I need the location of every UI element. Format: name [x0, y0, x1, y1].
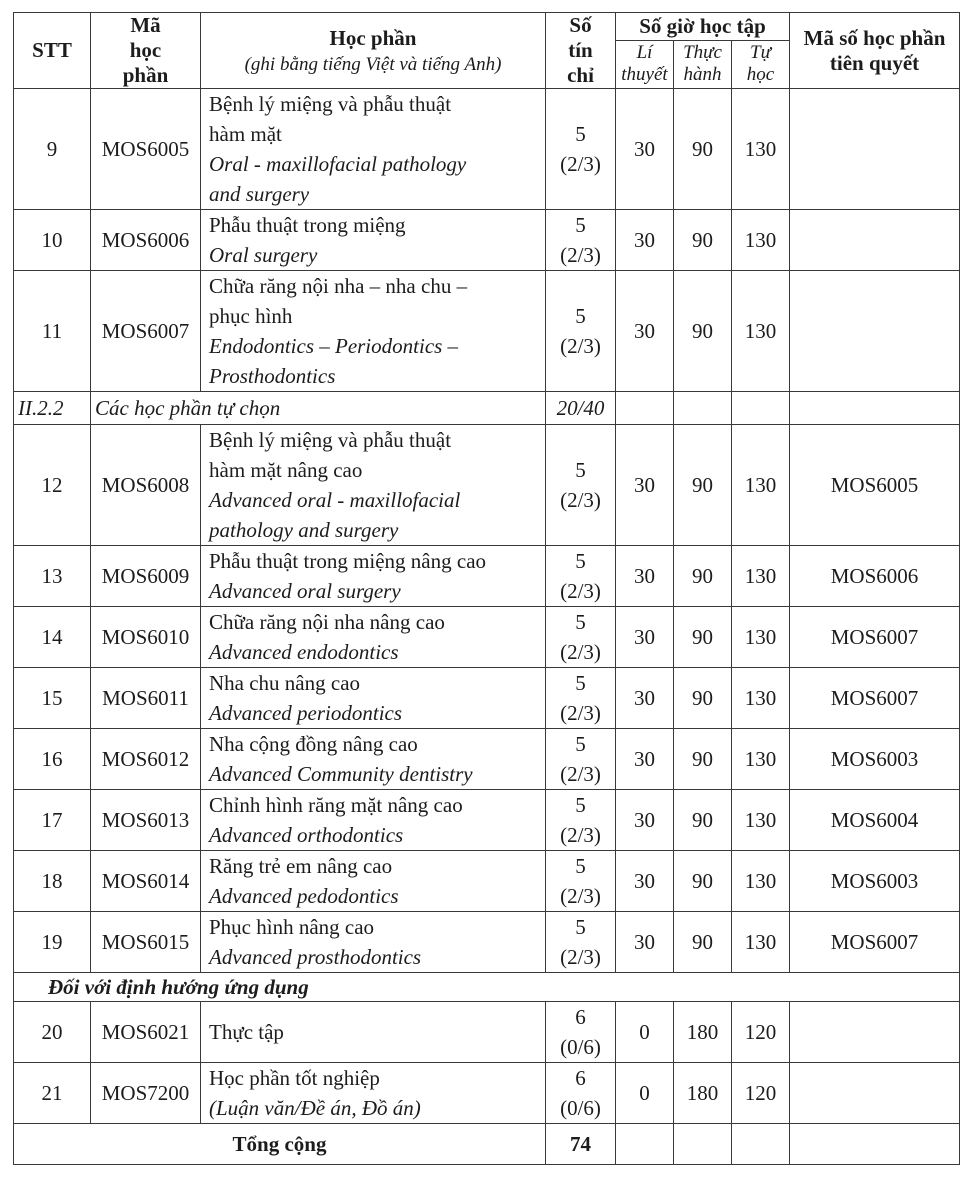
empty-cell [616, 1124, 674, 1165]
col-header-theory: Lí thuyết [616, 40, 674, 88]
course-name-vi: phục hình [209, 304, 293, 328]
course-name-en: Prosthodontics [209, 364, 336, 388]
credits-split: (2/3) [560, 152, 601, 176]
row-stt: 20 [14, 1002, 91, 1063]
row-self-study-hours: 130 [732, 425, 790, 546]
row-course-name [201, 1063, 546, 1124]
row-course-name [201, 790, 546, 851]
header-text: phần [122, 63, 169, 87]
row-prerequisite: MOS6007 [790, 668, 960, 729]
course-name-en: Advanced orthodontics [209, 823, 404, 847]
course-name-vi: Răng trẻ em nâng cao [209, 854, 393, 878]
credits-value: 5 [575, 671, 586, 695]
col-header-course-code [91, 13, 201, 89]
header-text: tín [568, 38, 593, 62]
row-prerequisite: MOS6003 [790, 851, 960, 912]
course-name-vi: Nha cộng đồng nâng cao [209, 732, 418, 756]
row-self-study-hours: 130 [732, 607, 790, 668]
row-course-code: MOS7200 [91, 1063, 201, 1124]
row-theory-hours: 30 [616, 425, 674, 546]
credits-value: 5 [575, 549, 586, 573]
header-text: học [129, 38, 162, 62]
table-body [14, 89, 960, 1165]
row-course-name [201, 607, 546, 668]
col-header-prerequisite: Mã số học phần tiên quyết [790, 13, 960, 89]
row-credits [546, 729, 616, 790]
row-course-name [201, 729, 546, 790]
section-label: Đối với định hướng ứng dụng [14, 973, 960, 1002]
row-prerequisite [790, 89, 960, 210]
table-row [14, 546, 960, 607]
table-row [14, 210, 960, 271]
credits-value: 5 [575, 458, 586, 482]
row-credits [546, 1002, 616, 1063]
row-practice-hours: 90 [674, 851, 732, 912]
row-prerequisite: MOS6004 [790, 790, 960, 851]
row-course-code: MOS6009 [91, 546, 201, 607]
row-theory-hours: 0 [616, 1002, 674, 1063]
row-stt: 21 [14, 1063, 91, 1124]
total-credits: 74 [546, 1124, 616, 1165]
row-prerequisite [790, 210, 960, 271]
col-header-practice: Thực hành [674, 40, 732, 88]
row-stt: 14 [14, 607, 91, 668]
table-row [14, 729, 960, 790]
table-row [14, 425, 960, 546]
credits-value: 5 [575, 610, 586, 634]
empty-cell [616, 392, 674, 425]
row-self-study-hours: 130 [732, 271, 790, 392]
curriculum-table [13, 12, 960, 1165]
row-theory-hours: 30 [616, 607, 674, 668]
row-credits [546, 271, 616, 392]
course-name-en: Advanced endodontics [209, 640, 399, 664]
header-text: chỉ [567, 63, 594, 87]
row-credits [546, 210, 616, 271]
row-theory-hours: 0 [616, 1063, 674, 1124]
row-theory-hours: 30 [616, 546, 674, 607]
row-theory-hours: 30 [616, 271, 674, 392]
course-name-en: Advanced pedodontics [209, 884, 399, 908]
credits-value: 6 [575, 1005, 586, 1029]
row-course-name [201, 546, 546, 607]
row-course-name [201, 271, 546, 392]
course-name-en: pathology and surgery [209, 518, 399, 542]
credits-value: 6 [575, 1066, 586, 1090]
total-row [14, 1124, 960, 1165]
row-course-code: MOS6006 [91, 210, 201, 271]
row-course-code: MOS6013 [91, 790, 201, 851]
row-theory-hours: 30 [616, 912, 674, 973]
row-theory-hours: 30 [616, 851, 674, 912]
table-row [14, 790, 960, 851]
course-name-vi: Chỉnh hình răng mặt nâng cao [209, 793, 463, 817]
row-course-code: MOS6015 [91, 912, 201, 973]
course-name-vi: Bệnh lý miệng và phẫu thuật [209, 92, 452, 116]
credits-value: 5 [575, 213, 586, 237]
total-label: Tổng cộng [14, 1124, 546, 1165]
row-theory-hours: 30 [616, 668, 674, 729]
row-course-name [201, 89, 546, 210]
col-header-credits [546, 13, 616, 89]
course-name-vi: hàm mặt nâng cao [209, 458, 363, 482]
course-name-vi: Thực tập [209, 1020, 284, 1044]
row-credits [546, 425, 616, 546]
col-header-stt: STT [14, 13, 91, 89]
row-theory-hours: 30 [616, 729, 674, 790]
row-practice-hours: 90 [674, 89, 732, 210]
row-credits [546, 790, 616, 851]
row-self-study-hours: 120 [732, 1063, 790, 1124]
row-course-code: MOS6008 [91, 425, 201, 546]
empty-cell [790, 392, 960, 425]
course-name-en: Oral - maxillofacial pathology [209, 152, 467, 176]
credits-split: (2/3) [560, 334, 601, 358]
row-self-study-hours: 130 [732, 546, 790, 607]
section-row-elective [14, 392, 960, 425]
credits-value: 5 [575, 915, 586, 939]
course-name-en: (Luận văn/Đề án, Đồ án) [209, 1096, 421, 1120]
section-number: II.2.2 [14, 392, 91, 425]
section-label: Các học phần tự chọn [91, 392, 546, 425]
credits-value: 5 [575, 793, 586, 817]
course-name-en: Advanced oral - maxillofacial [209, 488, 461, 512]
row-theory-hours: 30 [616, 790, 674, 851]
row-self-study-hours: 130 [732, 912, 790, 973]
row-prerequisite: MOS6006 [790, 546, 960, 607]
credits-value: 5 [575, 304, 586, 328]
course-name-vi: Phẫu thuật trong miệng nâng cao [209, 549, 487, 573]
credits-split: (2/3) [560, 488, 601, 512]
row-practice-hours: 90 [674, 912, 732, 973]
col-header-study-hours: Số giờ học tập [616, 13, 790, 41]
course-name-en: Endodontics – Periodontics – [209, 334, 459, 358]
row-stt: 16 [14, 729, 91, 790]
row-practice-hours: 90 [674, 425, 732, 546]
course-name-vi: Chữa răng nội nha – nha chu – [209, 274, 468, 298]
row-course-name [201, 210, 546, 271]
row-course-code: MOS6012 [91, 729, 201, 790]
row-self-study-hours: 130 [732, 851, 790, 912]
row-self-study-hours: 130 [732, 668, 790, 729]
course-name-vi: Nha chu nâng cao [209, 671, 361, 695]
credits-split: (2/3) [560, 945, 601, 969]
row-self-study-hours: 130 [732, 89, 790, 210]
course-name-vi: Phục hình nâng cao [209, 915, 375, 939]
section-row-applied [14, 973, 960, 1002]
table-row [14, 271, 960, 392]
row-stt: 18 [14, 851, 91, 912]
credits-value: 5 [575, 732, 586, 756]
row-self-study-hours: 130 [732, 790, 790, 851]
table-row [14, 607, 960, 668]
header-row [14, 13, 960, 41]
course-name-en: Advanced periodontics [209, 701, 403, 725]
table-row [14, 912, 960, 973]
row-course-code: MOS6010 [91, 607, 201, 668]
empty-cell [790, 1124, 960, 1165]
course-name-vi: hàm mặt [209, 122, 282, 146]
row-credits [546, 1063, 616, 1124]
credits-value: 5 [575, 854, 586, 878]
row-stt: 17 [14, 790, 91, 851]
row-self-study-hours: 120 [732, 1002, 790, 1063]
credits-value: 5 [575, 122, 586, 146]
course-name-en: Advanced prosthodontics [209, 945, 422, 969]
row-practice-hours: 90 [674, 210, 732, 271]
course-name-vi: Phẫu thuật trong miệng [209, 213, 406, 237]
credits-split: (2/3) [560, 579, 601, 603]
row-credits [546, 546, 616, 607]
empty-cell [732, 392, 790, 425]
row-prerequisite: MOS6005 [790, 425, 960, 546]
row-stt: 11 [14, 271, 91, 392]
header-subtext: (ghi bằng tiếng Việt và tiếng Anh) [244, 53, 502, 75]
course-name-en: Advanced oral surgery [209, 579, 401, 603]
row-course-code: MOS6011 [91, 668, 201, 729]
row-prerequisite [790, 1063, 960, 1124]
table-row [14, 89, 960, 210]
row-self-study-hours: 130 [732, 729, 790, 790]
col-header-course [201, 13, 546, 89]
row-credits [546, 912, 616, 973]
empty-cell [674, 392, 732, 425]
row-practice-hours: 180 [674, 1002, 732, 1063]
credits-split: (2/3) [560, 762, 601, 786]
row-self-study-hours: 130 [732, 210, 790, 271]
row-stt: 12 [14, 425, 91, 546]
header-text: Học phần [329, 25, 417, 50]
course-name-vi: Bệnh lý miệng và phẫu thuật [209, 428, 452, 452]
row-practice-hours: 90 [674, 790, 732, 851]
course-name-vi: Chữa răng nội nha nâng cao [209, 610, 445, 634]
row-stt: 13 [14, 546, 91, 607]
credits-split: (2/3) [560, 884, 601, 908]
row-course-name [201, 851, 546, 912]
row-theory-hours: 30 [616, 210, 674, 271]
row-stt: 9 [14, 89, 91, 210]
row-practice-hours: 180 [674, 1063, 732, 1124]
row-practice-hours: 90 [674, 729, 732, 790]
table-row [14, 851, 960, 912]
row-course-code: MOS6005 [91, 89, 201, 210]
course-name-en: Oral surgery [209, 243, 318, 267]
row-prerequisite [790, 271, 960, 392]
credits-split: (2/3) [560, 243, 601, 267]
row-theory-hours: 30 [616, 89, 674, 210]
row-stt: 15 [14, 668, 91, 729]
row-stt: 10 [14, 210, 91, 271]
col-header-self-study: Tự học [732, 40, 790, 88]
course-name-en: and surgery [209, 182, 310, 206]
table-row [14, 1002, 960, 1063]
row-course-code: MOS6007 [91, 271, 201, 392]
course-name-vi: Học phần tốt nghiệp [209, 1066, 380, 1090]
section-credits: 20/40 [546, 392, 616, 425]
row-stt: 19 [14, 912, 91, 973]
table-row [14, 668, 960, 729]
row-practice-hours: 90 [674, 271, 732, 392]
table-row [14, 1063, 960, 1124]
course-name-en: Advanced Community dentistry [209, 762, 473, 786]
row-practice-hours: 90 [674, 546, 732, 607]
credits-split: (0/6) [560, 1096, 601, 1120]
credits-split: (2/3) [560, 640, 601, 664]
row-prerequisite [790, 1002, 960, 1063]
header-text: Số [569, 13, 592, 37]
row-credits [546, 89, 616, 210]
row-course-name [201, 668, 546, 729]
row-practice-hours: 90 [674, 607, 732, 668]
row-course-code: MOS6014 [91, 851, 201, 912]
row-practice-hours: 90 [674, 668, 732, 729]
row-credits [546, 668, 616, 729]
row-course-name [201, 1002, 546, 1063]
row-credits [546, 607, 616, 668]
credits-split: (0/6) [560, 1035, 601, 1059]
credits-split: (2/3) [560, 823, 601, 847]
row-prerequisite: MOS6007 [790, 912, 960, 973]
row-course-name [201, 425, 546, 546]
row-prerequisite: MOS6003 [790, 729, 960, 790]
empty-cell [674, 1124, 732, 1165]
credits-split: (2/3) [560, 701, 601, 725]
row-course-code: MOS6021 [91, 1002, 201, 1063]
empty-cell [732, 1124, 790, 1165]
header-text: Mã [130, 13, 161, 37]
row-credits [546, 851, 616, 912]
row-prerequisite: MOS6007 [790, 607, 960, 668]
row-course-name [201, 912, 546, 973]
